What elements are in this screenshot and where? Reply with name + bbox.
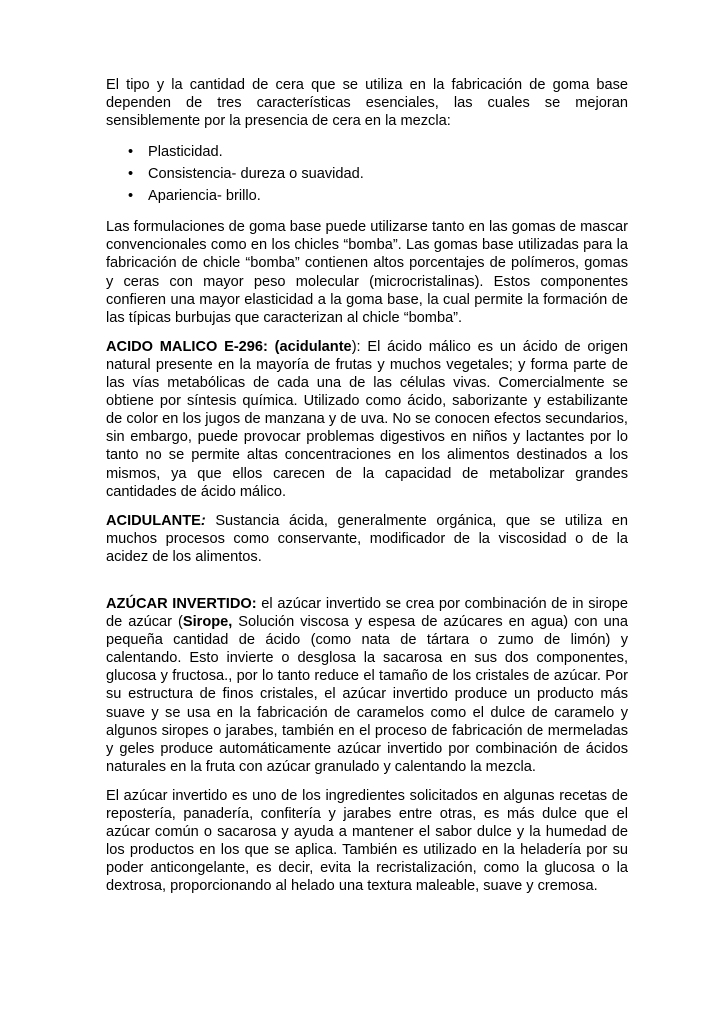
azucar-invertido-term: AZÚCAR INVERTIDO: (106, 595, 257, 612)
list-item (106, 185, 628, 207)
bullet-icon: • (128, 166, 134, 183)
formulations-paragraph: Las formulaciones de goma base puede utilizarse tanto en las gomas de mascar convencionales como en los chicles “bomba”. Las gomas base utilizadas para la fabricación de chicle “bomba” contienen altos porcentajes de polímeros, gomas y ceras con mayor peso molecular (microcristalinas). Estos componentes confieren una mayor elasticidad a la goma base, la cual permite la formación de las típicas burbujas que caracterizan al chicle “bomba”. (106, 219, 628, 326)
acidulante-colon: : (200, 512, 206, 529)
acido-malico-term: ACIDO MALICO E-296: (acidulante (106, 338, 352, 355)
acidulante-term: ACIDULANTE (106, 512, 201, 529)
azucar-uses-paragraph: El azúcar invertido es uno de los ingredientes solicitados en algunas recetas de repostería, panadería, confitería y jarabes entre otras, es más dulce que el azúcar común o sacarosa y ayuda a mantener el sabor dulce y la humedad de los productos en los que se aplica. También es utilizado en la heladería por su poder anticongelante, es decir, evita la recristalización, como la glucosa o la dextrosa, proporcionando al helado una textura maleable, suave y cremosa. (106, 787, 628, 895)
list-item (106, 141, 628, 163)
intro-paragraph: El tipo y la cantidad de cera que se utiliza en la fabricación de goma base dependen de tres características esenciales, las cuales se mejoran sensiblemente por la presencia de cera en la mezcla: (106, 77, 628, 130)
acido-malico-text: El ácido málico es un ácido de origen natural presente en la mayoría de frutas y muchos vegetales; y forma parte de las vías metabólicas de cada una de las células vivas. Comercialmente se obtiene por síntesis química. Utilizado como ácido, saborizante y estabilizante de color en los jugos de manzana y de uva. No se conocen efectos secundarios, sin embargo, puede provocar problemas digestivos en niños y lactantes por lo tanto no se permite altas concentraciones en los alimentos destinados a los mismos, ya que ellos carecen de la capacidad de metabolizar grandes cantidades de ácido málico. (106, 338, 628, 500)
acidulante-paragraph (106, 512, 628, 566)
bullet-icon: • (128, 144, 134, 161)
list-item-text: Plasticidad. (148, 144, 223, 161)
azucar-invertido-text-a: el azúcar invertido se crea por combinación de in sirope de azúcar ( (106, 595, 628, 631)
acidulante-text: Sustancia ácida, generalmente orgánica, que se utiliza en muchos procesos como conservante, modificador de la viscosidad o de la acidez de los alimentos. (106, 512, 628, 565)
characteristics-list (106, 141, 628, 207)
acido-malico-term-close: ): (351, 338, 361, 355)
list-item (106, 163, 628, 185)
azucar-invertido-text-b: Solución viscosa y espesa de azúcares en agua) con una pequeña cantidad de ácido (como nata de tártara o zumo de limón) y calentando. Esto invierte o desglosa la sacarosa en sus dos componentes, glucosa y fructosa., por lo tanto reduce el tamaño de los cristales de azúcar. Por su estructura de finos cristales, el azúcar invertido produce un producto más suave y se usa en la fabricación de caramelos como el dulce de caramelo y algunos siropes o jarabes, también en el proceso de fabricación de mermeladas y geles produce automáticamente azúcar invertido por combinación de ácidos naturales en la fruta con azúcar granulado y calentando la mezcla. (106, 614, 628, 775)
acido-malico-paragraph (106, 338, 628, 501)
azucar-invertido-paragraph (106, 595, 628, 776)
list-item-text: Consistencia- dureza o suavidad. (148, 166, 364, 183)
document-page (106, 76, 628, 895)
list-item-text: Apariencia- brillo. (148, 188, 261, 205)
bullet-icon: • (128, 188, 134, 205)
sirope-term: Sirope, (182, 614, 233, 631)
